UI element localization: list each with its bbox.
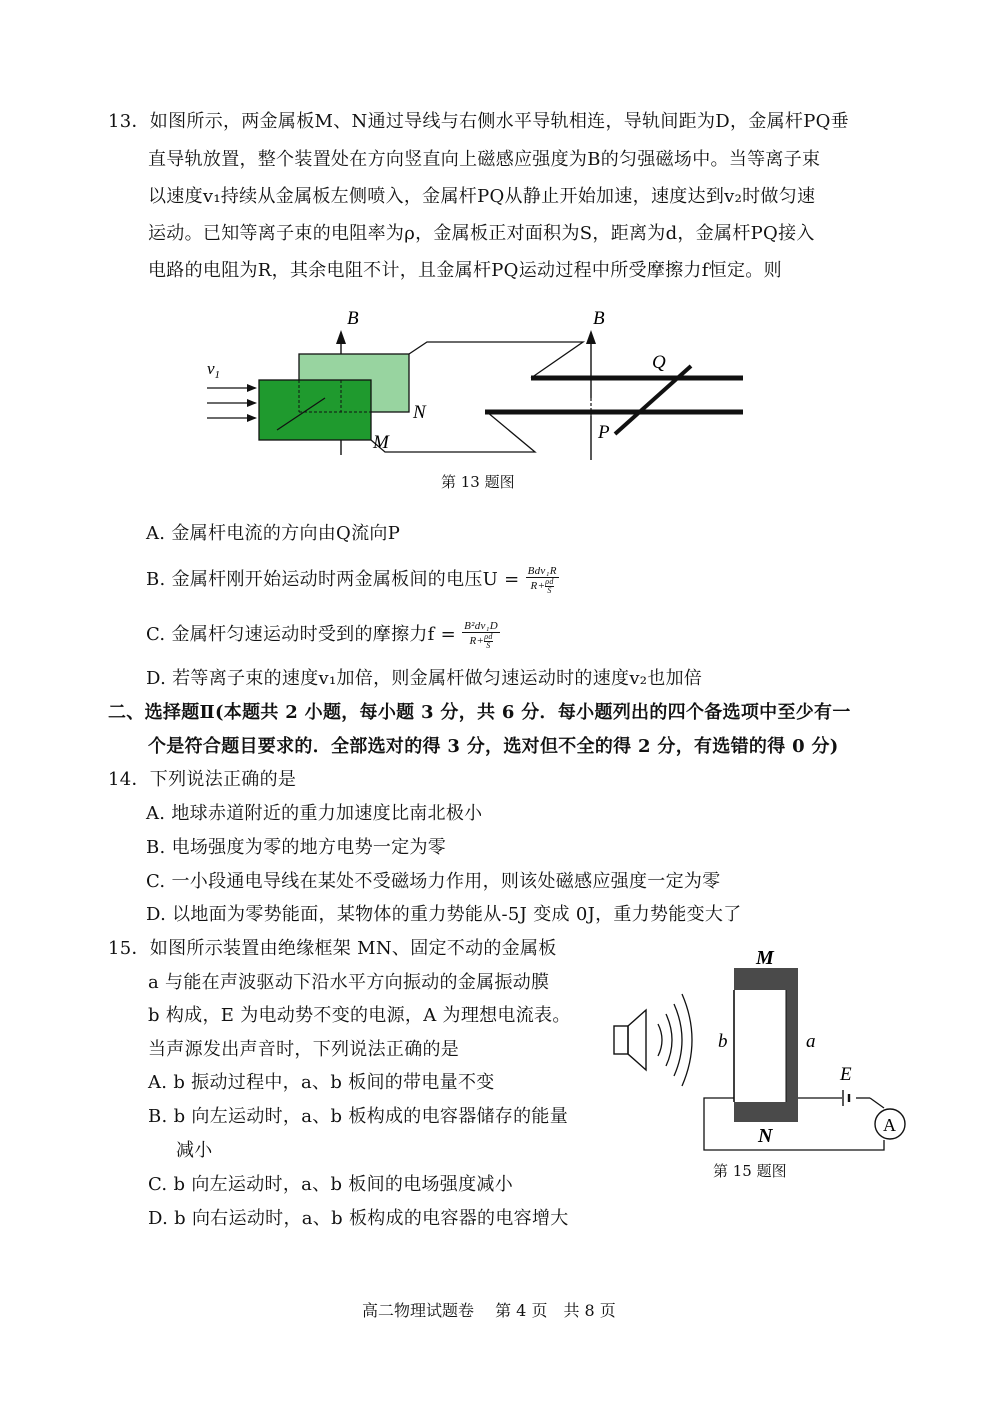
label-e: E (840, 1064, 852, 1085)
label-m: M (373, 432, 389, 453)
label-b-left: B (347, 308, 359, 329)
q13-figure-caption: 第 13 题图 (441, 473, 515, 491)
section-2-heading-line-1: 二、选择题Ⅱ(本题共 2 小题，每小题 3 分，共 6 分．每小题列出的四个备选项中至少有一 (108, 702, 851, 723)
q14-option-d: D. 以地面为零势能面，某物体的重力势能从-5J 变成 0J，重力势能变大了 (146, 904, 742, 925)
q15-option-c: C. b 向左运动时，a、b 板间的电场强度减小 (148, 1174, 513, 1195)
label-v1: $v_1$ (207, 359, 221, 381)
label-p: P (598, 422, 610, 443)
fraction-denominator: R+ $\frac{\rho d}{S}$ (530, 577, 554, 595)
q15-option-d: D. b 向右运动时，a、b 板构成的电容器的电容增大 (148, 1208, 569, 1229)
q15-figure (606, 940, 916, 1155)
label-b-right: B (593, 308, 605, 329)
q13-option-a: A. 金属杆电流的方向由Q流向P (146, 523, 401, 544)
q15-line-4: 当声源发出声音时，下列说法正确的是 (148, 1039, 460, 1060)
q15-figure-caption: 第 15 题图 (713, 1162, 787, 1180)
arrow-right-icon (247, 414, 257, 422)
arrow-up-icon (586, 330, 596, 344)
q15-line-2: a 与能在声波驱动下沿水平方向振动的金属振动膜 (148, 972, 550, 993)
arrow-up-icon (336, 330, 346, 344)
q15-line-1: 15．如图所示装置由绝缘框架 MN、固定不动的金属板 (108, 938, 557, 959)
q13-line-4: 运动。已知等离子束的电阻率为ρ，金属板正对面积为S，距离为d，金属杆PQ接入 (148, 223, 815, 244)
q13-line-3: 以速度v₁持续从金属板左侧喷入，金属杆PQ从静止开始加速，速度达到v₂时做匀速 (148, 186, 816, 207)
q15-option-b: B. b 向左运动时，a、b 板构成的电容器储存的能量 (148, 1106, 568, 1127)
q13-option-b-text: B. 金属杆刚开始运动时两金属板间的电压U = (146, 569, 520, 590)
q13-line-1: 13．如图所示，两金属板M、N通过导线与右侧水平导轨相连，导轨间距为D，金属杆PQ垂 (108, 111, 849, 132)
q13-option-c (146, 620, 500, 650)
ammeter-icon (875, 1109, 905, 1139)
wire-bottom (371, 412, 535, 452)
page-footer: 高二物理试题卷 第 4 页 共 8 页 (362, 1301, 616, 1320)
q15-option-b-cont: 减小 (176, 1140, 213, 1161)
section-2-heading-line-2: 个是符合题目要求的．全部选对的得 3 分，选对但不全的得 2 分，有选错的得 0 分) (148, 736, 839, 757)
label-a: a (806, 1031, 816, 1052)
speaker-icon (614, 994, 692, 1086)
q14-option-c: C. 一小段通电导线在某处不受磁场力作用，则该处磁感应强度一定为零 (146, 871, 721, 892)
arrow-right-icon (247, 399, 257, 407)
q14-option-b: B. 电场强度为零的地方电势一定为零 (146, 837, 447, 858)
q15-line-3: b 构成，E 为电动势不变的电源，A 为理想电流表。 (148, 1005, 571, 1026)
q13-option-d: D. 若等离子束的速度v₁加倍，则金属杆做匀速运动时的速度v₂也加倍 (146, 668, 703, 689)
q15-option-a: A. b 振动过程中，a、b 板间的带电量不变 (148, 1072, 495, 1093)
fraction-numerator: B²dv₁D (464, 620, 499, 632)
q13-option-c-fraction (462, 620, 500, 650)
plate-a (786, 968, 798, 1122)
fraction-denominator: R+ $\frac{\rho d}{S}$ (469, 632, 493, 650)
q14-option-a: A. 地球赤道附近的重力加速度比南北极小 (146, 803, 483, 824)
svg-text:A: A (883, 1115, 896, 1135)
label-q: Q (652, 352, 666, 373)
label-m: M (756, 947, 774, 969)
arrow-right-icon (247, 384, 257, 392)
q13-option-c-text: C. 金属杆匀速运动时受到的摩擦力f = (146, 624, 457, 645)
label-n: N (758, 1125, 773, 1147)
label-b: b (718, 1031, 728, 1052)
fraction-numerator: Bdv₁R (527, 565, 557, 577)
plate-m (259, 380, 371, 440)
q14-stem: 14．下列说法正确的是 (108, 769, 297, 790)
q13-line-5: 电路的电阻为R，其余电阻不计，且金属杆PQ运动过程中所受摩擦力f恒定。则 (148, 260, 782, 281)
q13-option-b-fraction (526, 565, 559, 595)
wire-top (409, 342, 583, 378)
q13-line-2: 直导轨放置，整个装置处在方向竖直向上磁感应强度为B的匀强磁场中。当等离子束 (148, 149, 821, 170)
q13-figure (195, 300, 755, 465)
q13-option-b (146, 565, 559, 595)
label-n: N (413, 402, 426, 423)
